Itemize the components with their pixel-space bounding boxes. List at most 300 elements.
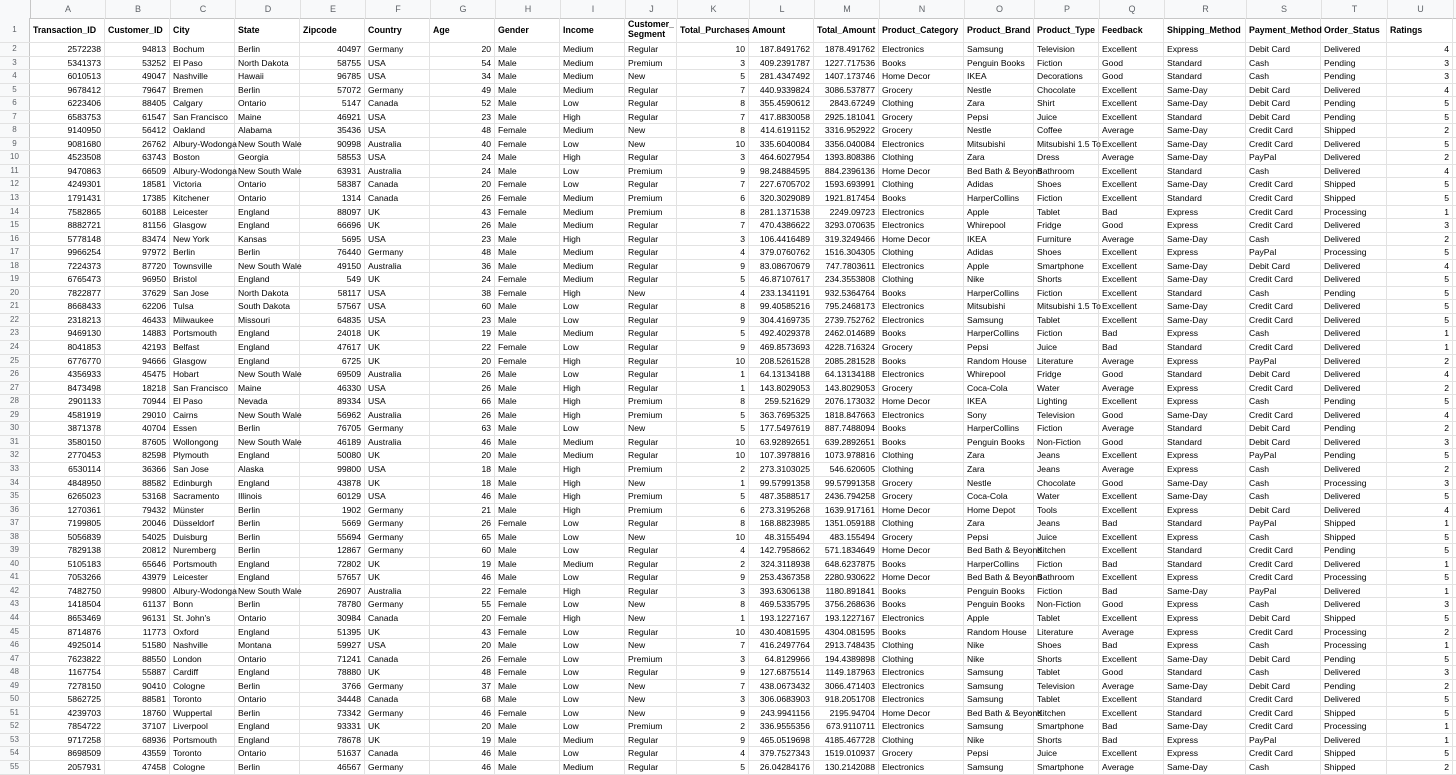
table-cell[interactable]: Fridge xyxy=(1034,368,1099,381)
table-cell[interactable]: 4925014 xyxy=(30,639,105,652)
table-cell[interactable]: Berlin xyxy=(235,246,300,259)
table-cell[interactable]: Toronto xyxy=(170,747,235,760)
table-cell[interactable]: Regular xyxy=(625,300,677,313)
table-cell[interactable]: Chocolate xyxy=(1034,84,1099,97)
table-cell[interactable]: Female xyxy=(495,707,560,720)
table-cell[interactable]: Mitsubishi 1.5 To xyxy=(1034,138,1099,151)
table-cell[interactable]: Standard xyxy=(1164,287,1246,300)
table-cell[interactable]: New xyxy=(625,680,677,693)
table-cell[interactable]: 45475 xyxy=(105,368,170,381)
table-cell[interactable]: 5 xyxy=(677,409,749,422)
table-cell[interactable]: Furniture xyxy=(1034,233,1099,246)
table-cell[interactable]: Adidas xyxy=(964,178,1034,191)
table-cell[interactable]: Pepsi xyxy=(964,531,1034,544)
table-cell[interactable]: 88582 xyxy=(105,477,170,490)
table-cell[interactable]: 79647 xyxy=(105,84,170,97)
column-header-M[interactable]: M xyxy=(815,0,880,18)
table-cell[interactable]: New South Wale xyxy=(235,260,300,273)
table-cell[interactable]: 2462.014689 xyxy=(814,327,879,340)
table-cell[interactable]: Wuppertal xyxy=(170,707,235,720)
table-cell[interactable]: 78780 xyxy=(300,598,365,611)
table-cell[interactable]: Average xyxy=(1099,382,1164,395)
table-cell[interactable]: Berlin xyxy=(235,43,300,56)
row-number[interactable]: 27 xyxy=(0,382,30,395)
table-cell[interactable]: 51637 xyxy=(300,747,365,760)
table-cell[interactable]: High xyxy=(560,463,625,476)
table-cell[interactable]: 87605 xyxy=(105,436,170,449)
table-cell[interactable]: 5 xyxy=(1387,395,1453,408)
row-number[interactable]: 18 xyxy=(0,260,30,273)
table-cell[interactable]: Regular xyxy=(625,341,677,354)
table-cell[interactable]: Nashville xyxy=(170,70,235,83)
table-cell[interactable]: 8882721 xyxy=(30,219,105,232)
table-cell[interactable]: Electronics xyxy=(879,206,964,219)
table-cell[interactable]: Berlin xyxy=(235,422,300,435)
table-cell[interactable]: 5341373 xyxy=(30,57,105,70)
table-cell[interactable]: Samsung xyxy=(964,314,1034,327)
table-cell[interactable]: Australia xyxy=(365,585,430,598)
table-cell[interactable]: Excellent xyxy=(1099,747,1164,760)
table-cell[interactable]: Electronics xyxy=(879,138,964,151)
table-cell[interactable]: Clothing xyxy=(879,151,964,164)
table-cell[interactable]: Male xyxy=(495,680,560,693)
table-cell[interactable]: PayPal xyxy=(1246,151,1321,164)
table-cell[interactable]: 2843.67249 xyxy=(814,97,879,110)
table-cell[interactable]: Standard xyxy=(1164,192,1246,205)
table-cell[interactable]: Pending xyxy=(1321,395,1387,408)
table-cell[interactable]: Mitsubishi xyxy=(964,300,1034,313)
table-cell[interactable]: Books xyxy=(879,436,964,449)
table-cell[interactable]: Apple xyxy=(964,206,1034,219)
table-cell[interactable]: Male xyxy=(495,409,560,422)
table-cell[interactable]: London xyxy=(170,653,235,666)
table-cell[interactable]: 8668433 xyxy=(30,300,105,313)
table-cell[interactable]: Australia xyxy=(365,260,430,273)
table-cell[interactable]: Smartphone xyxy=(1034,260,1099,273)
table-cell[interactable]: 483.155494 xyxy=(814,531,879,544)
table-cell[interactable]: San Francisco xyxy=(170,382,235,395)
table-cell[interactable]: 48.3155494 xyxy=(749,531,814,544)
table-cell[interactable]: 5 xyxy=(1387,178,1453,191)
table-cell[interactable]: 49047 xyxy=(105,70,170,83)
table-cell[interactable]: Penguin Books xyxy=(964,598,1034,611)
table-cell[interactable]: 319.3249466 xyxy=(814,233,879,246)
table-cell[interactable]: Credit Card xyxy=(1246,558,1321,571)
table-cell[interactable]: Regular xyxy=(625,734,677,747)
table-cell[interactable]: Excellent xyxy=(1099,612,1164,625)
table-cell[interactable]: Ontario xyxy=(235,693,300,706)
table-cell[interactable]: 29010 xyxy=(105,409,170,422)
table-cell[interactable]: Average xyxy=(1099,422,1164,435)
table-cell[interactable]: Cash xyxy=(1246,287,1321,300)
table-cell[interactable]: Same-Day xyxy=(1164,138,1246,151)
table-cell[interactable]: 887.7488094 xyxy=(814,422,879,435)
table-cell[interactable]: Female xyxy=(495,341,560,354)
table-cell[interactable]: 5862725 xyxy=(30,693,105,706)
table-cell[interactable]: Germany xyxy=(365,680,430,693)
table-cell[interactable]: 1516.304305 xyxy=(814,246,879,259)
table-cell[interactable]: 4 xyxy=(677,287,749,300)
table-cell[interactable]: 5 xyxy=(1387,287,1453,300)
table-cell[interactable]: Nestle xyxy=(964,84,1034,97)
table-cell[interactable]: Male xyxy=(495,639,560,652)
table-cell[interactable]: Shoes xyxy=(1034,178,1099,191)
table-cell[interactable]: Calgary xyxy=(170,97,235,110)
column-title[interactable]: Age xyxy=(430,18,495,42)
table-cell[interactable]: 9469130 xyxy=(30,327,105,340)
table-cell[interactable]: Grocery xyxy=(879,747,964,760)
table-cell[interactable]: 24 xyxy=(430,273,495,286)
table-cell[interactable]: 7224373 xyxy=(30,260,105,273)
table-cell[interactable]: 3356.040084 xyxy=(814,138,879,151)
table-cell[interactable]: 20 xyxy=(430,43,495,56)
table-cell[interactable]: 1314 xyxy=(300,192,365,205)
table-cell[interactable]: USA xyxy=(365,300,430,313)
table-cell[interactable]: Cash xyxy=(1246,490,1321,503)
table-cell[interactable]: 177.5497619 xyxy=(749,422,814,435)
table-cell[interactable]: HarperCollins xyxy=(964,287,1034,300)
table-cell[interactable]: Nike xyxy=(964,639,1034,652)
table-cell[interactable]: Express xyxy=(1164,449,1246,462)
table-cell[interactable]: 4 xyxy=(677,747,749,760)
table-cell[interactable]: 9966254 xyxy=(30,246,105,259)
table-cell[interactable]: 3 xyxy=(1387,57,1453,70)
table-cell[interactable]: England xyxy=(235,626,300,639)
table-cell[interactable]: 4356933 xyxy=(30,368,105,381)
column-header-Q[interactable]: Q xyxy=(1100,0,1165,18)
column-title[interactable]: Zipcode xyxy=(300,18,365,42)
table-cell[interactable]: Female xyxy=(495,666,560,679)
table-cell[interactable]: 69509 xyxy=(300,368,365,381)
table-cell[interactable]: Good xyxy=(1099,70,1164,83)
table-cell[interactable]: 9 xyxy=(677,571,749,584)
table-cell[interactable]: Home Decor xyxy=(879,571,964,584)
table-cell[interactable]: 6776770 xyxy=(30,355,105,368)
table-cell[interactable]: Female xyxy=(495,138,560,151)
table-cell[interactable]: Television xyxy=(1034,43,1099,56)
table-cell[interactable]: 9 xyxy=(677,165,749,178)
table-cell[interactable]: 1149.187963 xyxy=(814,666,879,679)
table-cell[interactable]: Excellent xyxy=(1099,531,1164,544)
table-cell[interactable]: 51580 xyxy=(105,639,170,652)
table-cell[interactable]: High xyxy=(560,585,625,598)
table-cell[interactable]: 7053266 xyxy=(30,571,105,584)
table-cell[interactable]: Debit Card xyxy=(1246,612,1321,625)
table-cell[interactable]: UK xyxy=(365,355,430,368)
table-cell[interactable]: 72802 xyxy=(300,558,365,571)
table-cell[interactable]: Good xyxy=(1099,666,1164,679)
table-cell[interactable]: Liverpool xyxy=(170,720,235,733)
table-cell[interactable]: New xyxy=(625,639,677,652)
table-cell[interactable]: 93331 xyxy=(300,720,365,733)
table-cell[interactable]: 63743 xyxy=(105,151,170,164)
table-cell[interactable]: Toronto xyxy=(170,693,235,706)
table-cell[interactable]: 8698509 xyxy=(30,747,105,760)
table-cell[interactable]: 5 xyxy=(1387,273,1453,286)
table-cell[interactable]: Germany xyxy=(365,707,430,720)
table-cell[interactable]: 34 xyxy=(430,70,495,83)
table-cell[interactable]: Canada xyxy=(365,178,430,191)
table-cell[interactable]: Standard xyxy=(1164,111,1246,124)
table-cell[interactable]: New xyxy=(625,707,677,720)
table-cell[interactable]: 194.4389898 xyxy=(814,653,879,666)
table-cell[interactable]: 142.7958662 xyxy=(749,544,814,557)
table-cell[interactable]: 99.40585216 xyxy=(749,300,814,313)
table-cell[interactable]: 1 xyxy=(1387,341,1453,354)
row-number[interactable]: 31 xyxy=(0,436,30,449)
table-cell[interactable]: 469.5335795 xyxy=(749,598,814,611)
column-title[interactable]: Country xyxy=(365,18,430,42)
table-cell[interactable]: Books xyxy=(879,585,964,598)
table-cell[interactable]: England xyxy=(235,477,300,490)
table-cell[interactable]: Shipped xyxy=(1321,747,1387,760)
table-cell[interactable]: Ontario xyxy=(235,747,300,760)
table-cell[interactable]: Nevada xyxy=(235,395,300,408)
table-cell[interactable]: 37107 xyxy=(105,720,170,733)
table-cell[interactable]: 320.3029089 xyxy=(749,192,814,205)
table-cell[interactable]: Shipped xyxy=(1321,124,1387,137)
table-cell[interactable]: Delivered xyxy=(1321,409,1387,422)
table-cell[interactable]: 1 xyxy=(1387,639,1453,652)
table-cell[interactable]: Delivered xyxy=(1321,666,1387,679)
table-cell[interactable]: Credit Card xyxy=(1246,178,1321,191)
table-cell[interactable]: Home Decor xyxy=(879,233,964,246)
table-cell[interactable]: Fiction xyxy=(1034,585,1099,598)
table-cell[interactable]: 1791431 xyxy=(30,192,105,205)
table-cell[interactable]: Delivered xyxy=(1321,734,1387,747)
table-cell[interactable]: Edinburgh xyxy=(170,477,235,490)
table-cell[interactable]: Electronics xyxy=(879,368,964,381)
table-cell[interactable]: Regular xyxy=(625,43,677,56)
table-cell[interactable]: Delivered xyxy=(1321,490,1387,503)
table-cell[interactable]: Medium xyxy=(560,84,625,97)
table-cell[interactable]: Fiction xyxy=(1034,57,1099,70)
table-cell[interactable]: 8 xyxy=(677,395,749,408)
table-cell[interactable]: 76440 xyxy=(300,246,365,259)
column-title[interactable]: Transaction_ID xyxy=(30,18,105,42)
table-cell[interactable]: 648.6237875 xyxy=(814,558,879,571)
table-cell[interactable]: Same-Day xyxy=(1164,300,1246,313)
table-cell[interactable]: 747.7803611 xyxy=(814,260,879,273)
table-cell[interactable]: Books xyxy=(879,287,964,300)
table-cell[interactable]: Regular xyxy=(625,355,677,368)
table-cell[interactable]: 10 xyxy=(677,355,749,368)
table-cell[interactable]: Good xyxy=(1099,409,1164,422)
table-cell[interactable]: 1 xyxy=(677,382,749,395)
table-cell[interactable]: Zara xyxy=(964,463,1034,476)
table-cell[interactable]: Electronics xyxy=(879,260,964,273)
table-cell[interactable]: Delivered xyxy=(1321,355,1387,368)
column-header-C[interactable]: C xyxy=(171,0,236,18)
table-cell[interactable]: Excellent xyxy=(1099,111,1164,124)
table-cell[interactable]: 82598 xyxy=(105,449,170,462)
table-cell[interactable]: Male xyxy=(495,734,560,747)
table-cell[interactable]: Excellent xyxy=(1099,707,1164,720)
table-cell[interactable]: New xyxy=(625,693,677,706)
table-cell[interactable]: 5 xyxy=(1387,544,1453,557)
table-cell[interactable]: Germany xyxy=(365,761,430,774)
table-cell[interactable]: Low xyxy=(560,653,625,666)
table-cell[interactable]: Tools xyxy=(1034,504,1099,517)
table-cell[interactable]: Clothing xyxy=(879,178,964,191)
table-cell[interactable]: Low xyxy=(560,300,625,313)
row-number[interactable]: 17 xyxy=(0,246,30,259)
table-cell[interactable]: Bathroom xyxy=(1034,165,1099,178)
table-cell[interactable]: 1418504 xyxy=(30,598,105,611)
table-cell[interactable]: San Jose xyxy=(170,287,235,300)
table-cell[interactable]: 2 xyxy=(1387,124,1453,137)
table-cell[interactable]: UK xyxy=(365,626,430,639)
column-header-F[interactable]: F xyxy=(366,0,431,18)
table-cell[interactable]: Australia xyxy=(365,368,430,381)
table-cell[interactable]: Cash xyxy=(1246,463,1321,476)
table-cell[interactable]: Illinois xyxy=(235,490,300,503)
table-cell[interactable]: UK xyxy=(365,273,430,286)
table-cell[interactable]: Delivered xyxy=(1321,314,1387,327)
table-cell[interactable]: 7482750 xyxy=(30,585,105,598)
table-cell[interactable]: USA xyxy=(365,382,430,395)
table-cell[interactable]: Processing xyxy=(1321,246,1387,259)
table-cell[interactable]: Pending xyxy=(1321,653,1387,666)
table-cell[interactable]: 9 xyxy=(677,314,749,327)
table-cell[interactable]: New xyxy=(625,422,677,435)
table-cell[interactable]: 281.1371538 xyxy=(749,206,814,219)
table-cell[interactable]: Low xyxy=(560,693,625,706)
table-cell[interactable]: Average xyxy=(1099,233,1164,246)
row-number[interactable]: 22 xyxy=(0,314,30,327)
table-cell[interactable]: Canada xyxy=(365,747,430,760)
table-cell[interactable]: Male xyxy=(495,395,560,408)
table-cell[interactable]: 5 xyxy=(1387,192,1453,205)
table-cell[interactable]: Kitchen xyxy=(1034,544,1099,557)
table-cell[interactable]: USA xyxy=(365,111,430,124)
table-cell[interactable]: 57567 xyxy=(300,300,365,313)
table-cell[interactable]: Shipped xyxy=(1321,192,1387,205)
table-cell[interactable]: 49 xyxy=(430,84,495,97)
table-cell[interactable]: 417.8830058 xyxy=(749,111,814,124)
table-cell[interactable]: 9470863 xyxy=(30,165,105,178)
table-cell[interactable]: Same-Day xyxy=(1164,490,1246,503)
table-cell[interactable]: 24 xyxy=(430,151,495,164)
table-cell[interactable]: Canada xyxy=(365,693,430,706)
table-cell[interactable]: High xyxy=(560,612,625,625)
table-cell[interactable]: Mitsubishi 1.5 To xyxy=(1034,300,1099,313)
table-cell[interactable]: Fiction xyxy=(1034,287,1099,300)
column-title[interactable]: Order_Status xyxy=(1321,18,1387,42)
table-cell[interactable]: Portsmouth xyxy=(170,327,235,340)
table-cell[interactable]: Average xyxy=(1099,626,1164,639)
table-cell[interactable]: England xyxy=(235,206,300,219)
table-cell[interactable]: Canada xyxy=(365,192,430,205)
table-cell[interactable]: 60188 xyxy=(105,206,170,219)
table-cell[interactable]: Debit Card xyxy=(1246,97,1321,110)
table-cell[interactable]: 3 xyxy=(677,693,749,706)
table-cell[interactable]: Low xyxy=(560,165,625,178)
table-cell[interactable]: IKEA xyxy=(964,233,1034,246)
table-cell[interactable]: 8653469 xyxy=(30,612,105,625)
table-cell[interactable]: 10 xyxy=(677,531,749,544)
table-cell[interactable]: Medium xyxy=(560,57,625,70)
table-cell[interactable]: Home Decor xyxy=(879,395,964,408)
table-cell[interactable]: 11773 xyxy=(105,626,170,639)
table-cell[interactable]: Low xyxy=(560,138,625,151)
table-cell[interactable]: Leicester xyxy=(170,571,235,584)
table-cell[interactable]: Low xyxy=(560,422,625,435)
table-cell[interactable]: PayPal xyxy=(1246,355,1321,368)
table-cell[interactable]: 4581919 xyxy=(30,409,105,422)
table-cell[interactable]: Jeans xyxy=(1034,517,1099,530)
table-cell[interactable]: Regular xyxy=(625,585,677,598)
table-cell[interactable]: 90998 xyxy=(300,138,365,151)
table-cell[interactable]: 9 xyxy=(677,734,749,747)
row-number[interactable]: 42 xyxy=(0,585,30,598)
table-cell[interactable]: 60129 xyxy=(300,490,365,503)
table-cell[interactable]: Portsmouth xyxy=(170,558,235,571)
table-cell[interactable]: Nashville xyxy=(170,639,235,652)
table-cell[interactable]: 55694 xyxy=(300,531,365,544)
row-number[interactable]: 15 xyxy=(0,219,30,232)
table-cell[interactable]: 1180.891841 xyxy=(814,585,879,598)
table-cell[interactable]: Delivered xyxy=(1321,558,1387,571)
table-cell[interactable]: High xyxy=(560,111,625,124)
table-cell[interactable]: 5 xyxy=(677,490,749,503)
column-header-R[interactable]: R xyxy=(1165,0,1247,18)
table-cell[interactable]: Average xyxy=(1099,124,1164,137)
table-cell[interactable]: Penguin Books xyxy=(964,436,1034,449)
table-cell[interactable]: Medium xyxy=(560,761,625,774)
table-cell[interactable]: 4 xyxy=(1387,84,1453,97)
table-cell[interactable]: Male xyxy=(495,571,560,584)
table-cell[interactable]: 5 xyxy=(1387,449,1453,462)
table-cell[interactable]: Shipped xyxy=(1321,612,1387,625)
table-cell[interactable]: 30984 xyxy=(300,612,365,625)
table-cell[interactable]: Regular xyxy=(625,233,677,246)
table-cell[interactable]: 37629 xyxy=(105,287,170,300)
table-cell[interactable]: 46 xyxy=(430,747,495,760)
table-cell[interactable]: Male xyxy=(495,720,560,733)
table-cell[interactable]: 48 xyxy=(430,124,495,137)
table-cell[interactable]: Juice xyxy=(1034,341,1099,354)
table-cell[interactable]: 78880 xyxy=(300,666,365,679)
table-cell[interactable]: Cash xyxy=(1246,531,1321,544)
table-cell[interactable]: 2 xyxy=(1387,680,1453,693)
table-cell[interactable]: Cologne xyxy=(170,761,235,774)
row-number[interactable]: 14 xyxy=(0,206,30,219)
table-cell[interactable]: Shorts xyxy=(1034,653,1099,666)
table-cell[interactable]: Zara xyxy=(964,449,1034,462)
table-cell[interactable]: Credit Card xyxy=(1246,707,1321,720)
table-cell[interactable]: Kitchener xyxy=(170,192,235,205)
table-cell[interactable]: Standard xyxy=(1164,368,1246,381)
table-cell[interactable]: Shipped xyxy=(1321,531,1387,544)
table-cell[interactable]: 7822877 xyxy=(30,287,105,300)
table-cell[interactable]: 1167754 xyxy=(30,666,105,679)
table-cell[interactable]: 26762 xyxy=(105,138,170,151)
table-cell[interactable]: Delivered xyxy=(1321,693,1387,706)
table-cell[interactable]: Excellent xyxy=(1099,165,1164,178)
table-cell[interactable]: 26907 xyxy=(300,585,365,598)
table-cell[interactable]: Shipped xyxy=(1321,761,1387,774)
table-cell[interactable]: 4185.467728 xyxy=(814,734,879,747)
column-title[interactable]: Shipping_Method xyxy=(1164,18,1246,42)
table-cell[interactable]: Delivered xyxy=(1321,219,1387,232)
table-cell[interactable]: 438.0673432 xyxy=(749,680,814,693)
table-cell[interactable]: UK xyxy=(365,219,430,232)
table-cell[interactable]: Fiction xyxy=(1034,192,1099,205)
row-number[interactable]: 32 xyxy=(0,449,30,462)
table-cell[interactable]: 4304.081595 xyxy=(814,626,879,639)
table-cell[interactable]: Cash xyxy=(1246,761,1321,774)
